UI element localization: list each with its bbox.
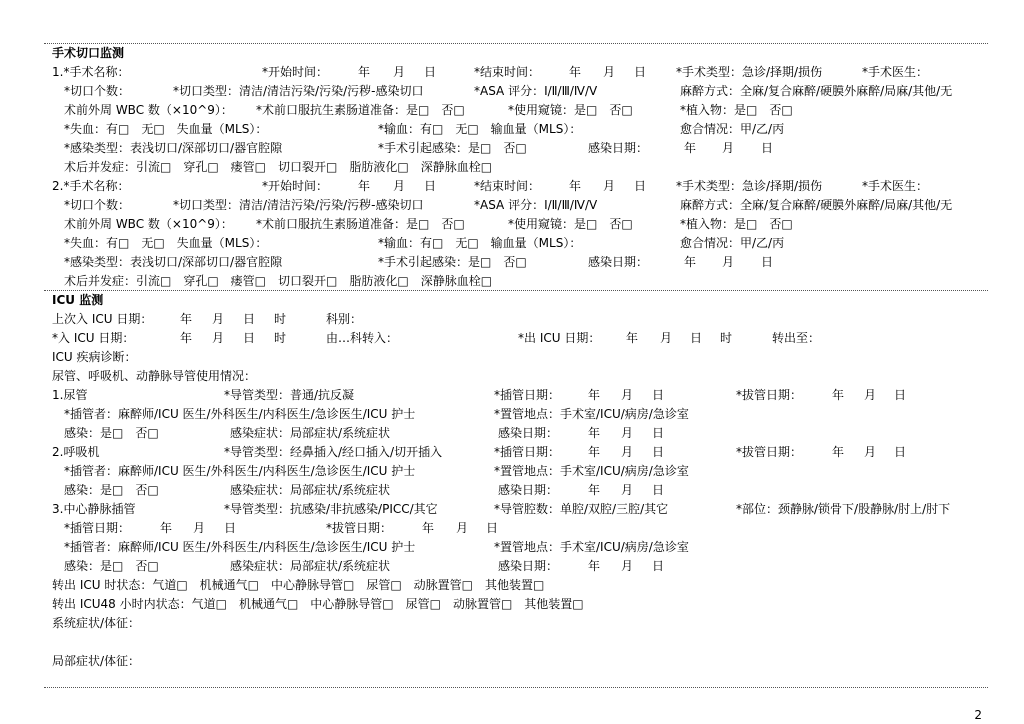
complications-label: 术后并发症：引流□ 穿孔□ 瘘管□ 切口裂开□ 脂肪液化□ 深静脉血栓□	[64, 274, 493, 288]
status-48h-label: 转出 ICU48 小时内状态：气道□ 机械通气□ 中心静脉导管□ 尿管□ 动脉置管□ 其他装置□	[52, 597, 584, 611]
device-usage-heading: 尿管、呼吸机、动静脉导管使用情况：	[52, 369, 257, 383]
local-symptoms-row	[0, 652, 1024, 670]
central-venous-catheter-label: 3.中心静脉插管	[52, 502, 136, 516]
inserter-label: *插管者：麻醉师/ICU 医生/外科医生/内科医生/急诊医生/ICU 护士	[64, 540, 416, 554]
catheter-type-label: *导管类型：抗感染/非抗感染/PICC/其它	[224, 502, 438, 516]
infection-type-label: *感染类型：表浅切口/深部切口/器官腔隙	[64, 255, 283, 269]
icu-row-prev-admission	[0, 310, 1024, 328]
systemic-symptoms-label: 系统症状/体征：	[52, 616, 141, 630]
surgery-caused-infection-label: *手术引起感染：是□ 否□	[378, 255, 527, 269]
infection-date-label: 感染日期：	[498, 483, 559, 497]
wbc-label: 术前外周 WBC 数（×10^9）：	[64, 103, 233, 117]
day-label: 日	[424, 179, 437, 193]
blood-loss-label: *失血：有□ 无□ 失血量（MLS）：	[64, 236, 268, 250]
day-label: 日	[652, 559, 665, 573]
infection-type-label: *感染类型：表浅切口/深部切口/器官腔隙	[64, 141, 283, 155]
surgery1-line2	[0, 82, 1024, 100]
month-label: 月	[621, 559, 634, 573]
divider-bottom	[44, 687, 988, 688]
prev-icu-date-label: 上次入 ICU 日期：	[52, 312, 153, 326]
central-line-line3	[0, 538, 1024, 556]
month-label: 月	[621, 483, 634, 497]
surgery1-line1	[0, 63, 1024, 81]
surgery-type-label: *手术类型：急诊/择期/损伤	[676, 65, 823, 79]
year-label: 年	[358, 65, 371, 79]
month-label: 月	[603, 179, 616, 193]
page-number: 2	[974, 708, 982, 722]
surgery1-line3	[0, 101, 1024, 119]
placement-location-label: *置管地点：手术室/ICU/病房/急诊室	[494, 540, 689, 554]
surgery1-line5	[0, 139, 1024, 157]
complications-label: 术后并发症：引流□ 穿孔□ 瘘管□ 切口裂开□ 脂肪液化□ 深静脉血栓□	[64, 160, 493, 174]
start-time-label: *开始时间：	[262, 65, 329, 79]
site-label: *部位：颈静脉/锁骨下/股静脉/肘上/肘下	[736, 502, 951, 516]
surgeon-label: *手术医生：	[862, 179, 929, 193]
year-label: 年	[569, 179, 582, 193]
transfer-to-label: 转出至：	[772, 331, 821, 345]
department-label: 科别：	[326, 312, 363, 326]
insertion-date-label: *插管日期：	[494, 445, 561, 459]
asa-score-label: *ASA 评分：Ⅰ/Ⅱ/Ⅲ/Ⅳ/Ⅴ	[474, 84, 598, 98]
bowel-prep-label: *术前口服抗生素肠道准备：是□ 否□	[256, 217, 465, 231]
catheter-type-label: *导管类型：经鼻插入/经口插入/切开插入	[224, 445, 443, 459]
asa-score-label: *ASA 评分：Ⅰ/Ⅱ/Ⅲ/Ⅳ/Ⅴ	[474, 198, 598, 212]
inserter-label: *插管者：麻醉师/ICU 医生/外科医生/内科医生/急诊医生/ICU 护士	[64, 464, 416, 478]
icu-title: ICU 监测	[52, 293, 104, 307]
blood-loss-label: *失血：有□ 无□ 失血量（MLS）：	[64, 122, 268, 136]
year-label: 年	[832, 388, 845, 402]
healing-label: 愈合情况：甲/乙/丙	[680, 236, 785, 250]
infection-symptom-label: 感染症状：局部症状/系统症状	[230, 559, 391, 573]
urinary-catheter-line1	[0, 386, 1024, 404]
day-label: 日	[486, 521, 499, 535]
systemic-symptoms-row	[0, 614, 1024, 632]
icu-row-devices-heading	[0, 367, 1024, 385]
infection-date-label: 感染日期：	[588, 255, 649, 269]
day-label: 日	[634, 179, 647, 193]
bowel-prep-label: *术前口服抗生素肠道准备：是□ 否□	[256, 103, 465, 117]
year-label: 年	[422, 521, 435, 535]
year-label: 年	[180, 331, 193, 345]
central-line-line4	[0, 557, 1024, 575]
month-label: 月	[193, 521, 206, 535]
endoscope-label: *使用窥镜：是□ 否□	[508, 217, 633, 231]
transfusion-label: *输血：有□ 无□ 输血量（MLS）：	[378, 122, 582, 136]
month-label: 月	[621, 388, 634, 402]
month-label: 月	[621, 426, 634, 440]
surgery2-line2	[0, 196, 1024, 214]
surgery1-line6	[0, 158, 1024, 176]
day-label: 日	[761, 141, 774, 155]
surgery-caused-infection-label: *手术引起感染：是□ 否□	[378, 141, 527, 155]
central-line-line1	[0, 500, 1024, 518]
day-label: 日	[894, 388, 907, 402]
placement-location-label: *置管地点：手术室/ICU/病房/急诊室	[494, 407, 689, 421]
infection-symptom-label: 感染症状：局部症状/系统症状	[230, 426, 391, 440]
day-label: 日	[690, 331, 703, 345]
transfusion-label: *输血：有□ 无□ 输血量（MLS）：	[378, 236, 582, 250]
start-time-label: *开始时间：	[262, 179, 329, 193]
transfer-from-label: 由…科转入：	[326, 331, 399, 345]
day-label: 日	[424, 65, 437, 79]
icu-diagnosis-label: ICU 疾病诊断：	[52, 350, 137, 364]
icu-discharge-date-label: *出 ICU 日期：	[518, 331, 601, 345]
year-label: 年	[588, 388, 601, 402]
hour-label: 时	[274, 312, 287, 326]
removal-date-label: *拔管日期：	[326, 521, 393, 535]
day-label: 日	[243, 312, 256, 326]
day-label: 日	[652, 426, 665, 440]
incision-count-label: *切口个数：	[64, 198, 131, 212]
year-label: 年	[626, 331, 639, 345]
day-label: 日	[243, 331, 256, 345]
year-label: 年	[160, 521, 173, 535]
healing-label: 愈合情况：甲/乙/丙	[680, 122, 785, 136]
month-label: 月	[722, 141, 735, 155]
incision-type-label: *切口类型：清洁/清洁污染/污染/污秽-感染切口	[173, 198, 424, 212]
surgery2-line5	[0, 253, 1024, 271]
infection-date-label: 感染日期：	[498, 559, 559, 573]
day-label: 日	[652, 445, 665, 459]
anesthesia-label: 麻醉方式：全麻/复合麻醉/硬膜外麻醉/局麻/其他/无	[680, 198, 953, 212]
icu-discharge-status-row	[0, 576, 1024, 594]
surgery2-line3	[0, 215, 1024, 233]
inserter-label: *插管者：麻醉师/ICU 医生/外科医生/内科医生/急诊医生/ICU 护士	[64, 407, 416, 421]
removal-date-label: *拔管日期：	[736, 388, 803, 402]
icu-admit-date-label: *入 ICU 日期：	[52, 331, 135, 345]
incision-type-label: *切口类型：清洁/清洁污染/污染/污秽-感染切口	[173, 84, 424, 98]
icu-section-title	[0, 291, 1024, 309]
surgery2-line6	[0, 272, 1024, 290]
day-label: 日	[894, 445, 907, 459]
infection-symptom-label: 感染症状：局部症状/系统症状	[230, 483, 391, 497]
year-label: 年	[588, 483, 601, 497]
year-label: 年	[684, 255, 697, 269]
placement-location-label: *置管地点：手术室/ICU/病房/急诊室	[494, 464, 689, 478]
urinary-catheter-label: 1.尿管	[52, 388, 88, 402]
infection-date-label: 感染日期：	[498, 426, 559, 440]
implant-label: *植入物：是□ 否□	[680, 103, 793, 117]
surgery1-line4	[0, 120, 1024, 138]
month-label: 月	[864, 388, 877, 402]
surgery-name-label: 1.*手术名称：	[52, 65, 130, 79]
infection-date-label: 感染日期：	[588, 141, 649, 155]
month-label: 月	[621, 445, 634, 459]
day-label: 日	[224, 521, 237, 535]
year-label: 年	[588, 559, 601, 573]
implant-label: *植入物：是□ 否□	[680, 217, 793, 231]
surgery2-line4	[0, 234, 1024, 252]
discharge-status-label: 转出 ICU 时状态：气道□ 机械通气□ 中心静脉导管□ 尿管□ 动脉置管□ 其他装置□	[52, 578, 545, 592]
end-time-label: *结束时间：	[474, 179, 541, 193]
central-line-line2	[0, 519, 1024, 537]
removal-date-label: *拔管日期：	[736, 445, 803, 459]
ventilator-line1	[0, 443, 1024, 461]
month-label: 月	[393, 65, 406, 79]
year-label: 年	[569, 65, 582, 79]
insertion-date-label: *插管日期：	[494, 388, 561, 402]
month-label: 月	[456, 521, 469, 535]
lumen-count-label: *导管腔数：单腔/双腔/三腔/其它	[494, 502, 669, 516]
local-symptoms-label: 局部症状/体征：	[52, 654, 141, 668]
urinary-catheter-line3	[0, 424, 1024, 442]
year-label: 年	[588, 426, 601, 440]
surgery-title: 手术切口监测	[52, 46, 125, 60]
catheter-type-label: *导管类型：普通/抗反凝	[224, 388, 355, 402]
day-label: 日	[634, 65, 647, 79]
ventilator-line3	[0, 481, 1024, 499]
ventilator-line2	[0, 462, 1024, 480]
surgeon-label: *手术医生：	[862, 65, 929, 79]
icu-row-diagnosis	[0, 348, 1024, 366]
infection-label: 感染：是□ 否□	[64, 559, 159, 573]
surgery-type-label: *手术类型：急诊/择期/损伤	[676, 179, 823, 193]
urinary-catheter-line2	[0, 405, 1024, 423]
month-label: 月	[864, 445, 877, 459]
end-time-label: *结束时间：	[474, 65, 541, 79]
ventilator-label: 2.呼吸机	[52, 445, 100, 459]
year-label: 年	[358, 179, 371, 193]
endoscope-label: *使用窥镜：是□ 否□	[508, 103, 633, 117]
year-label: 年	[832, 445, 845, 459]
day-label: 日	[652, 483, 665, 497]
hour-label: 时	[720, 331, 733, 345]
surgery-name-label: 2.*手术名称：	[52, 179, 130, 193]
surgery-section-title	[0, 44, 1024, 62]
wbc-label: 术前外周 WBC 数（×10^9）：	[64, 217, 233, 231]
month-label: 月	[212, 312, 225, 326]
infection-label: 感染：是□ 否□	[64, 426, 159, 440]
hour-label: 时	[274, 331, 287, 345]
incision-count-label: *切口个数：	[64, 84, 131, 98]
month-label: 月	[603, 65, 616, 79]
surgery2-line1	[0, 177, 1024, 195]
insertion-date-label: *插管日期：	[64, 521, 131, 535]
day-label: 日	[761, 255, 774, 269]
month-label: 月	[393, 179, 406, 193]
infection-label: 感染：是□ 否□	[64, 483, 159, 497]
month-label: 月	[212, 331, 225, 345]
icu-48h-status-row	[0, 595, 1024, 613]
year-label: 年	[180, 312, 193, 326]
icu-row-admission	[0, 329, 1024, 347]
month-label: 月	[660, 331, 673, 345]
day-label: 日	[652, 388, 665, 402]
year-label: 年	[588, 445, 601, 459]
year-label: 年	[684, 141, 697, 155]
month-label: 月	[722, 255, 735, 269]
anesthesia-label: 麻醉方式：全麻/复合麻醉/硬膜外麻醉/局麻/其他/无	[680, 84, 953, 98]
